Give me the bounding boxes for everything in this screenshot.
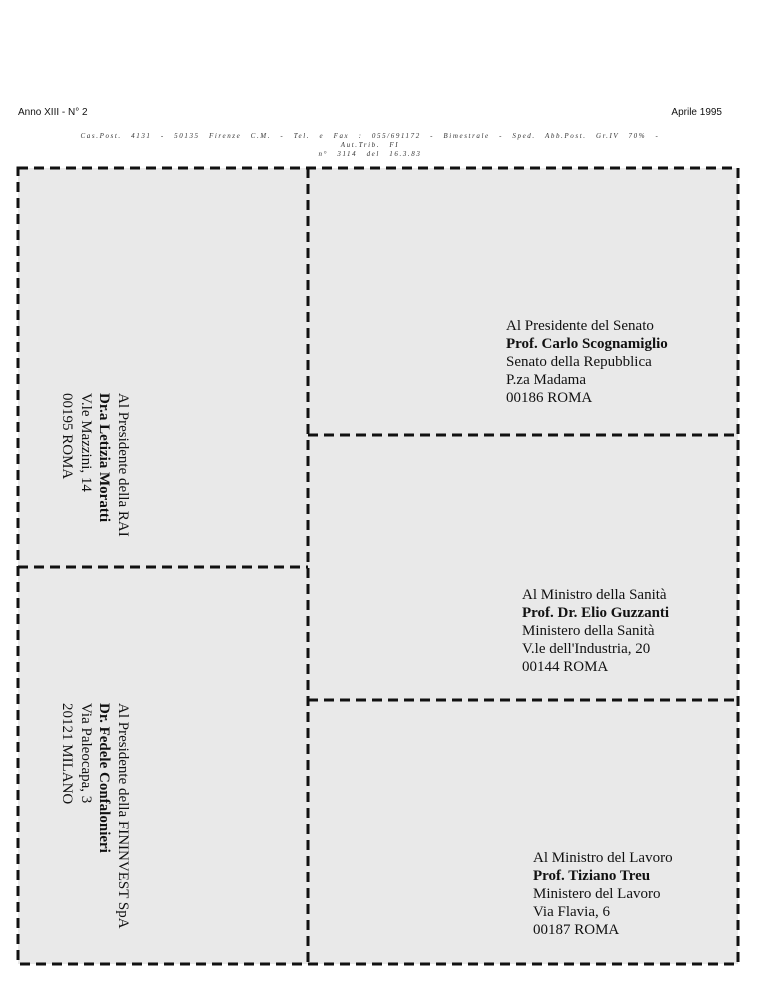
address-rai-line1: Al Presidente della RAI bbox=[115, 393, 131, 537]
address-lavoro-line1: Al Ministro del Lavoro bbox=[533, 850, 673, 866]
address-lavoro-line5: 00187 ROMA bbox=[533, 922, 620, 938]
address-sanita-line5: 00144 ROMA bbox=[522, 659, 609, 675]
address-sanita-line1: Al Ministro della Sanità bbox=[522, 587, 667, 603]
address-sanita-name: Prof. Dr. Elio Guzzanti bbox=[522, 605, 670, 621]
address-senato-line4: P.za Madama bbox=[506, 372, 586, 388]
address-lavoro-name: Prof. Tiziano Treu bbox=[533, 868, 651, 884]
address-rai-line4: 00195 ROMA bbox=[59, 393, 76, 480]
address-sanita-line3: Ministero della Sanità bbox=[522, 623, 655, 639]
address-fininvest-line3: Via Paleocapa, 3 bbox=[78, 703, 94, 804]
address-fininvest-line1: Al Presidente della FININVEST SpA bbox=[115, 703, 131, 929]
address-senato bbox=[506, 317, 668, 407]
address-lavoro bbox=[533, 849, 673, 939]
postal-line-1: Cas.Post. 4131 - 50135 Firenze C.M. - Tel. e Fax : 055/691172 - Bimestrale - Sped. Abb.Post. Gr.IV 70% - Aut.Trib. FI bbox=[80, 132, 660, 149]
address-rai bbox=[58, 393, 132, 537]
issue-number: Anno XIII - N° 2 bbox=[18, 107, 88, 118]
address-senato-line5: 00186 ROMA bbox=[506, 390, 593, 406]
address-sanita-line4: V.le dell'Industria, 20 bbox=[522, 641, 651, 657]
issue-date: Aprile 1995 bbox=[671, 107, 722, 118]
address-fininvest-line4: 20121 MILANO bbox=[59, 703, 76, 805]
address-rai-line3: V.le Mazzini, 14 bbox=[78, 393, 94, 492]
address-fininvest bbox=[58, 703, 132, 929]
address-senato-name: Prof. Carlo Scognamiglio bbox=[506, 336, 668, 352]
address-lavoro-line3: Ministero del Lavoro bbox=[533, 886, 661, 902]
address-lavoro-line4: Via Flavia, 6 bbox=[533, 904, 610, 920]
address-rai-name: Dr.a Letizia Moratti bbox=[96, 393, 113, 522]
address-sanita bbox=[522, 586, 669, 676]
address-senato-line3: Senato della Repubblica bbox=[506, 354, 652, 370]
address-fininvest-name: Dr. Fedele Confalonieri bbox=[96, 703, 113, 853]
address-senato-line1: Al Presidente del Senato bbox=[506, 318, 654, 334]
postal-line-2: n° 3114 del 16.3.83 bbox=[318, 150, 422, 158]
